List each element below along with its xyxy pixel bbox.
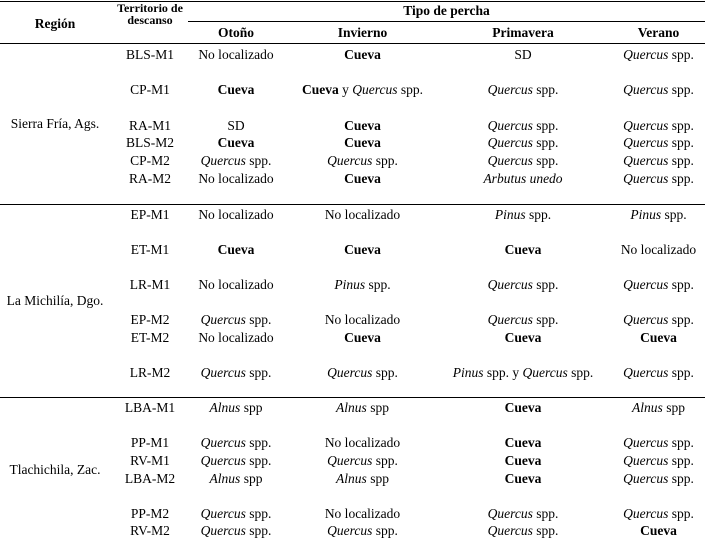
perch-text: Quercus	[487, 82, 533, 97]
region-label	[0, 44, 110, 204]
perch-primavera	[448, 505, 598, 523]
perch-text: Quercus	[623, 171, 669, 186]
perch-text: Quercus	[487, 118, 533, 133]
header-group-rule	[188, 21, 705, 22]
perch-text: spp.	[245, 153, 272, 168]
region-name: Sierra Fría, Ags.	[10, 116, 100, 132]
perch-verano	[612, 134, 705, 152]
perch-text: spp.	[372, 153, 398, 168]
territory-code: EP-M2	[130, 312, 170, 327]
perch-text: Quercus	[200, 365, 246, 380]
perch-text: Cueva	[504, 242, 542, 257]
perch-otono	[186, 170, 286, 188]
perch-text: No localizado	[198, 171, 274, 186]
perch-text: spp.	[668, 435, 694, 450]
perch-text: spp. y	[483, 365, 523, 380]
territory-code: LBA-M1	[124, 400, 176, 415]
perch-text: spp	[240, 400, 263, 415]
perch-text: spp.	[668, 47, 694, 62]
perch-primavera	[448, 46, 598, 64]
perch-text: Cueva	[640, 330, 677, 345]
perch-otono	[186, 152, 286, 170]
perch-verano	[612, 81, 705, 99]
perch-text: Cueva	[640, 523, 677, 538]
territory-code: BLS-M2	[125, 135, 174, 150]
perch-invierno	[300, 434, 425, 452]
perch-primavera	[448, 470, 598, 488]
territory-code: EP-M1	[130, 207, 170, 222]
perch-text: spp.	[245, 523, 272, 538]
perch-text: Alnus	[209, 400, 241, 415]
perch-primavera	[448, 522, 598, 540]
perch-text: Pinus	[334, 277, 366, 292]
perch-invierno	[300, 399, 425, 417]
perch-verano	[612, 117, 705, 135]
perch-text: Quercus	[623, 453, 669, 468]
perch-text: spp.	[532, 312, 559, 327]
perch-text: Quercus	[487, 312, 533, 327]
territory-code: BLS-M1	[125, 47, 174, 62]
perch-primavera	[448, 311, 598, 329]
perch-text: Cueva	[217, 82, 255, 97]
perch-text: y	[338, 82, 353, 97]
perch-text: No localizado	[198, 330, 274, 345]
perch-text: Cueva	[344, 242, 381, 257]
perch-text: spp	[662, 400, 685, 415]
perch-primavera	[448, 170, 598, 188]
territory-code: RV-M1	[130, 453, 170, 468]
perch-text: Quercus	[200, 435, 246, 450]
perch-verano	[612, 522, 705, 540]
perch-text: Quercus	[623, 471, 669, 486]
perch-text: Cueva	[217, 242, 255, 257]
perch-text: Quercus	[623, 153, 669, 168]
perch-primavera	[448, 434, 598, 452]
perch-text: Quercus	[522, 365, 568, 380]
perch-otono	[186, 452, 286, 470]
perch-text: Cueva	[504, 400, 542, 415]
perch-text: Cueva	[344, 47, 381, 62]
perch-text: Cueva	[504, 330, 542, 345]
perch-text: Alnus	[632, 400, 663, 415]
perch-text: Quercus	[200, 506, 246, 521]
perch-invierno	[300, 117, 425, 135]
region-label	[0, 398, 110, 542]
perch-verano	[612, 505, 705, 523]
perch-text: Cueva	[344, 171, 381, 186]
perch-text: spp.	[668, 453, 694, 468]
perch-text: spp.	[372, 453, 398, 468]
perch-text: spp.	[668, 171, 694, 186]
perch-text: Quercus	[200, 312, 246, 327]
perch-otono	[186, 276, 286, 294]
perch-invierno	[300, 311, 425, 329]
perch-text: spp.	[245, 506, 272, 521]
territory-code: RV-M2	[130, 523, 170, 538]
perch-text: spp.	[532, 153, 559, 168]
perch-otono	[186, 329, 286, 347]
perch-invierno	[300, 81, 425, 99]
perch-text: No localizado	[198, 277, 274, 292]
perch-text: SD	[514, 47, 532, 62]
perch-text: Quercus	[352, 82, 398, 97]
perch-text: spp.	[245, 435, 272, 450]
perch-text: No localizado	[324, 435, 401, 450]
perch-text: Quercus	[487, 277, 533, 292]
perch-text: Pinus	[630, 207, 662, 222]
territory-code: LR-M1	[129, 277, 171, 292]
perch-text: Quercus	[327, 365, 373, 380]
perch-text: spp.	[668, 506, 694, 521]
perch-text: Quercus	[200, 153, 246, 168]
perch-primavera	[448, 329, 598, 347]
perch-invierno	[300, 276, 425, 294]
region-separator-rule	[0, 204, 705, 205]
territory-code: CP-M1	[130, 82, 170, 97]
perch-text: No localizado	[620, 242, 697, 257]
perch-text: Quercus	[623, 435, 669, 450]
perch-invierno	[300, 329, 425, 347]
perch-text: Pinus	[452, 365, 484, 380]
perch-invierno	[300, 364, 425, 382]
perch-text: Quercus	[623, 277, 669, 292]
perch-verano	[612, 452, 705, 470]
perch-text: spp.	[372, 365, 398, 380]
perch-otono	[186, 522, 286, 540]
perch-verano	[612, 46, 705, 64]
perch-text: Cueva	[217, 135, 255, 150]
perch-text: Quercus	[623, 312, 669, 327]
perch-primavera	[448, 134, 598, 152]
perch-otono	[186, 311, 286, 329]
territory-code: ET-M1	[130, 242, 170, 257]
perch-verano	[612, 206, 705, 224]
perch-text: spp	[240, 471, 263, 486]
perch-otono	[186, 434, 286, 452]
perch-text: Cueva	[344, 330, 381, 345]
perch-text: spp.	[525, 207, 552, 222]
perch-text: Quercus	[487, 523, 533, 538]
perch-verano	[612, 241, 705, 259]
perch-text: spp.	[245, 312, 272, 327]
header-season-invierno: Invierno	[337, 25, 388, 40]
perch-otono	[186, 364, 286, 382]
perch-primavera	[448, 276, 598, 294]
territory-code: PP-M2	[130, 506, 170, 521]
header-season-primavera: Primavera	[492, 25, 554, 40]
perch-verano	[612, 276, 705, 294]
perch-text: spp.	[245, 453, 272, 468]
perch-verano	[612, 170, 705, 188]
territory-code: LR-M2	[129, 365, 171, 380]
perch-text: Quercus	[623, 365, 669, 380]
perch-verano	[612, 311, 705, 329]
region-label	[0, 205, 110, 397]
perch-text: spp.	[532, 135, 559, 150]
perch-otono	[186, 81, 286, 99]
region-name: La Michilía, Dgo.	[6, 293, 104, 309]
perch-otono	[186, 117, 286, 135]
territory-code: ET-M2	[130, 330, 170, 345]
perch-text: Quercus	[200, 453, 246, 468]
perch-text: No localizado	[198, 47, 274, 62]
perch-invierno	[300, 452, 425, 470]
perch-primavera	[448, 452, 598, 470]
perch-text: Cueva	[504, 453, 542, 468]
perch-primavera	[448, 206, 598, 224]
header-season-otono: Otoño	[217, 25, 254, 40]
perch-text: spp	[366, 471, 389, 486]
perch-invierno	[300, 241, 425, 259]
perch-text: Quercus	[200, 523, 246, 538]
header-territory: Territorio de descanso	[117, 1, 183, 27]
perch-text: Pinus	[494, 207, 526, 222]
perch-text: spp.	[245, 365, 272, 380]
perch-verano	[612, 399, 705, 417]
perch-otono	[186, 241, 286, 259]
perch-text: Quercus	[487, 153, 533, 168]
perch-otono	[186, 399, 286, 417]
perch-text: spp	[366, 400, 389, 415]
perch-verano	[612, 364, 705, 382]
perch-invierno	[300, 152, 425, 170]
perch-text: Quercus	[623, 82, 669, 97]
perch-text: spp.	[668, 118, 694, 133]
perch-invierno	[300, 505, 425, 523]
perch-primavera	[448, 399, 598, 417]
perch-text: Quercus	[487, 506, 533, 521]
perch-text: spp.	[532, 118, 559, 133]
header-season-verano: Verano	[637, 25, 680, 40]
perch-invierno	[300, 522, 425, 540]
perch-text: spp.	[661, 207, 687, 222]
territory-code: RA-M2	[128, 171, 171, 186]
perch-text: Alnus	[209, 471, 241, 486]
perch-otono	[186, 206, 286, 224]
perch-text: No localizado	[324, 312, 401, 327]
territory-code: CP-M2	[130, 153, 170, 168]
territory-code: PP-M1	[130, 435, 170, 450]
perch-primavera	[448, 81, 598, 99]
territory-code: LBA-M2	[124, 471, 176, 486]
perch-text: spp.	[668, 471, 694, 486]
perch-text: spp.	[532, 277, 559, 292]
perch-text: spp.	[532, 523, 559, 538]
perch-text: Quercus	[623, 47, 669, 62]
perch-text: spp.	[372, 523, 398, 538]
perch-invierno	[300, 170, 425, 188]
perch-text: spp.	[668, 153, 694, 168]
perch-text: Quercus	[487, 135, 533, 150]
perch-invierno	[300, 470, 425, 488]
perch-text: Quercus	[327, 453, 373, 468]
perch-primavera	[448, 152, 598, 170]
perch-text: Alnus	[336, 471, 367, 486]
perch-verano	[612, 470, 705, 488]
region-separator-rule	[0, 397, 705, 398]
region-name: Tlachichila, Zac.	[9, 462, 101, 478]
perch-primavera	[448, 364, 598, 382]
perch-text: Quercus	[623, 506, 669, 521]
perch-text: spp.	[567, 365, 594, 380]
perch-text: Quercus	[623, 135, 669, 150]
perch-text: spp.	[668, 365, 694, 380]
perch-text: Arbutus unedo	[483, 171, 563, 186]
perch-primavera	[448, 241, 598, 259]
perch-text: No localizado	[324, 506, 401, 521]
perch-text: spp.	[668, 312, 694, 327]
perch-verano	[612, 434, 705, 452]
perch-text: spp.	[365, 277, 391, 292]
perch-text: Alnus	[336, 400, 367, 415]
perch-text: SD	[227, 118, 245, 133]
perch-invierno	[300, 206, 425, 224]
perch-text: spp.	[532, 82, 559, 97]
perch-text: No localizado	[198, 207, 274, 222]
perch-primavera	[448, 117, 598, 135]
perch-otono	[186, 505, 286, 523]
perch-text: Quercus	[327, 153, 373, 168]
perch-text: Cueva	[344, 118, 381, 133]
perch-text: spp.	[668, 135, 694, 150]
perch-text: No localizado	[324, 207, 401, 222]
perch-text: Cueva	[344, 135, 381, 150]
perch-text: spp.	[668, 277, 694, 292]
perch-verano	[612, 152, 705, 170]
perch-text: spp.	[397, 82, 423, 97]
perch-text: Cueva	[301, 82, 339, 97]
territory-code: RA-M1	[128, 118, 171, 133]
perch-invierno	[300, 134, 425, 152]
perch-text: Cueva	[504, 471, 542, 486]
perch-text: spp.	[668, 82, 694, 97]
header-region: Región	[34, 16, 76, 31]
header-perch-type: Tipo de percha	[403, 3, 490, 18]
perch-text: Cueva	[504, 435, 542, 450]
perch-verano	[612, 329, 705, 347]
perch-text: Quercus	[327, 523, 373, 538]
perch-invierno	[300, 46, 425, 64]
perch-text: Quercus	[623, 118, 669, 133]
perch-otono	[186, 134, 286, 152]
perch-otono	[186, 46, 286, 64]
perch-otono	[186, 470, 286, 488]
perch-text: spp.	[532, 506, 559, 521]
